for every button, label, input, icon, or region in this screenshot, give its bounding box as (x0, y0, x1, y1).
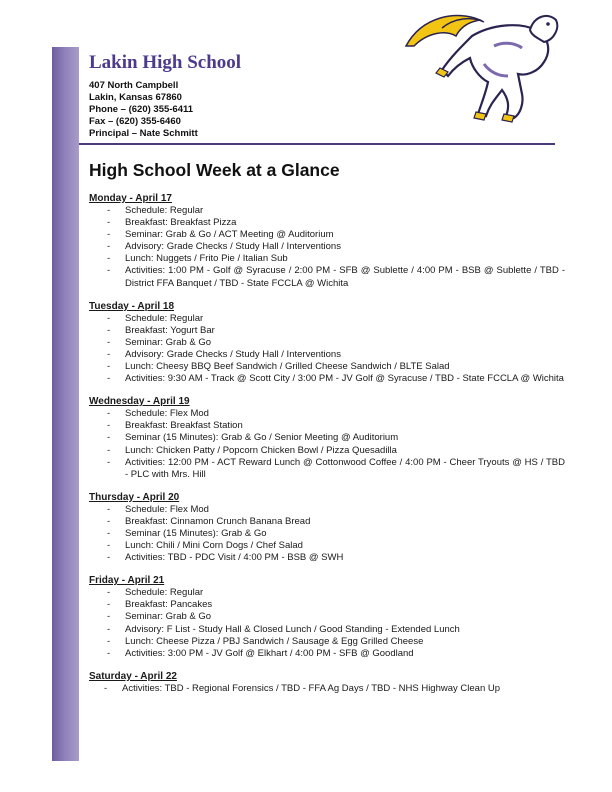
list-item (89, 420, 565, 432)
list-item-text: Schedule: Flex Mod (125, 408, 209, 420)
list-item (89, 313, 565, 325)
list-item-text: Lunch: Cheesy BBQ Beef Sandwich / Grilled Cheese Sandwich / BLTE Salad (125, 361, 450, 373)
day-list (89, 193, 565, 695)
list-item (89, 205, 565, 217)
bullet-dash: - (107, 229, 111, 241)
list-item (89, 349, 565, 361)
list-item (89, 587, 565, 599)
sidebar-accent-bar (52, 47, 79, 761)
day-heading: Thursday - April 20 (89, 491, 180, 503)
bullet-dash: - (107, 647, 111, 659)
list-item (89, 504, 565, 516)
list-item (89, 540, 565, 552)
bullet-dash: - (107, 432, 111, 444)
list-item (89, 337, 565, 349)
list-item-text: Activities: 1:00 PM - Golf @ Syracuse / 2:00 PM - SFB @ Sublette / 4:00 PM - BSB @ Sublette / TBD - District FFA Banquet / TBD - State FCCLA @ Wichita (125, 265, 565, 289)
bullet-dash: - (107, 336, 111, 348)
bullet-dash: - (107, 408, 111, 420)
week-at-a-glance (89, 160, 565, 706)
list-item-text: Advisory: Grade Checks / Study Hall / Interventions (125, 241, 341, 253)
day-heading: Friday - April 21 (89, 575, 165, 587)
bullet-dash: - (107, 265, 111, 277)
list-item (89, 648, 565, 660)
day-section (89, 396, 565, 481)
address-line-1: 407 North Campbell (89, 80, 179, 91)
day-section (89, 193, 565, 290)
list-item-text: Activities: TBD - PDC Visit / 4:00 PM - BSB @ SWH (125, 552, 344, 564)
bullet-dash: - (107, 241, 111, 253)
bullet-dash: - (107, 205, 111, 216)
bullet-dash: - (107, 444, 111, 456)
list-item (89, 457, 565, 481)
bullet-dash: - (107, 361, 111, 373)
list-item (89, 241, 565, 253)
list-item-text: Seminar: Grab & Go (125, 336, 212, 348)
list-item (89, 611, 565, 623)
bronco-mascot-icon (402, 6, 560, 124)
bullet-dash: - (107, 312, 111, 324)
bullet-dash: - (107, 348, 111, 360)
bullet-dash: - (104, 682, 108, 694)
list-item-text: Activities: 9:30 AM - Track @ Scott City / 3:00 PM - JV Golf @ Syracuse / TBD - State FCCLA @ Wichita (125, 373, 564, 385)
list-item-text: Activities: 12:00 PM - ACT Reward Lunch @ Cottonwood Coffee / 4:00 PM - Cheer Tryouts @ HS / TBD - PLC with Mrs. Hill (125, 456, 565, 480)
list-item (89, 636, 565, 648)
header-divider (79, 143, 555, 145)
list-item (89, 408, 565, 420)
bullet-dash: - (107, 611, 111, 623)
list-item (89, 373, 565, 385)
bullet-dash: - (107, 217, 111, 229)
fax-number: Fax – (620) 355-6460 (89, 116, 181, 127)
list-item-text: Activities: 3:00 PM - JV Golf @ Elkhart / 4:00 PM - SFB @ Goodland (125, 647, 414, 659)
bullet-dash: - (107, 456, 111, 468)
list-item-text: Lunch: Chicken Patty / Popcorn Chicken Bowl / Pizza Quesadilla (125, 444, 397, 456)
bullet-dash: - (107, 373, 111, 385)
list-item-text: Advisory: F List - Study Hall & Closed Lunch / Good Standing - Extended Lunch (125, 623, 460, 635)
list-item-text: Schedule: Regular (125, 587, 204, 599)
day-heading: Monday - April 17 (89, 193, 172, 204)
list-item (89, 528, 565, 540)
list-item (89, 516, 565, 528)
list-item-text: Seminar (15 Minutes): Grab & Go (125, 527, 267, 539)
bullet-dash: - (107, 599, 111, 611)
bullet-dash: - (107, 324, 111, 336)
list-item (89, 265, 565, 289)
list-item (89, 229, 565, 241)
bullet-dash: - (107, 503, 111, 515)
day-heading: Saturday - April 22 (89, 670, 177, 682)
list-item-text: Breakfast: Yogurt Bar (125, 324, 215, 336)
bullet-dash: - (107, 587, 111, 599)
list-item (89, 552, 565, 564)
list-item (89, 361, 565, 373)
page-title: High School Week at a Glance (89, 160, 340, 180)
principal-name: Principal – Nate Schmitt (89, 128, 198, 139)
list-item-text: Lunch: Nuggets / Frito Pie / Italian Sub (125, 253, 288, 265)
bullet-dash: - (107, 552, 111, 564)
letterhead (89, 52, 241, 140)
bullet-dash: - (107, 515, 111, 527)
bullet-dash: - (107, 527, 111, 539)
phone-number: Phone – (620) 355-6411 (89, 104, 194, 115)
day-heading: Tuesday - April 18 (89, 300, 175, 312)
list-item-text: Lunch: Cheese Pizza / PBJ Sandwich / Sausage & Egg Grilled Cheese (125, 635, 424, 647)
list-item-text: Schedule: Flex Mod (125, 503, 209, 515)
list-item-text: Breakfast: Breakfast Pizza (125, 217, 237, 229)
bullet-dash: - (107, 420, 111, 432)
list-item-text: Seminar: Grab & Go / ACT Meeting @ Auditorium (125, 229, 334, 241)
bullet-dash: - (107, 635, 111, 647)
list-item (89, 624, 565, 636)
list-item-text: Breakfast: Pancakes (125, 599, 213, 611)
school-name: Lakin High School (89, 52, 242, 73)
day-section (89, 492, 565, 564)
list-item (89, 599, 565, 611)
list-item-text: Lunch: Chili / Mini Corn Dogs / Chef Salad (125, 540, 303, 552)
list-item (89, 253, 565, 265)
list-item (89, 683, 565, 695)
address-line-2: Lakin, Kansas 67860 (89, 92, 182, 103)
list-item (89, 432, 565, 444)
day-section (89, 301, 565, 386)
list-item-text: Breakfast: Breakfast Station (125, 420, 243, 432)
day-heading: Wednesday - April 19 (89, 396, 190, 408)
list-item (89, 445, 565, 457)
list-item-text: Advisory: Grade Checks / Study Hall / Interventions (125, 348, 341, 360)
list-item-text: Seminar (15 Minutes): Grab & Go / Senior Meeting @ Auditorium (125, 432, 399, 444)
list-item (89, 217, 565, 229)
list-item-text: Schedule: Regular (125, 312, 204, 324)
bullet-dash: - (107, 540, 111, 552)
day-section (89, 671, 565, 695)
list-item-text: Breakfast: Cinnamon Crunch Banana Bread (125, 515, 311, 527)
list-item-text: Schedule: Regular (125, 205, 204, 216)
day-section (89, 575, 565, 660)
list-item (89, 325, 565, 337)
list-item-text: Seminar: Grab & Go (125, 611, 212, 623)
bullet-dash: - (107, 253, 111, 265)
list-item-text: Activities: TBD - Regional Forensics / TBD - FFA Ag Days / TBD - NHS Highway Clean Up (122, 682, 501, 694)
bullet-dash: - (107, 623, 111, 635)
